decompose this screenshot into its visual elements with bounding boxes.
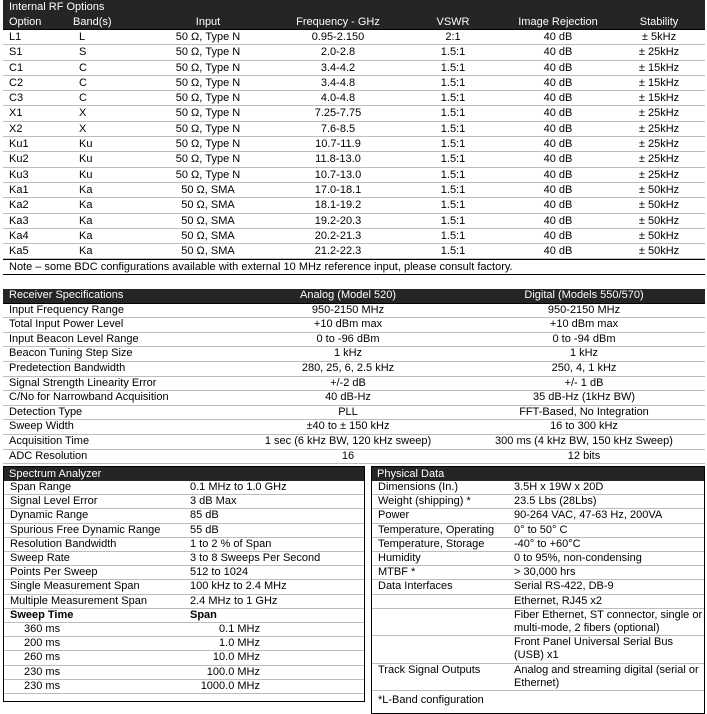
rf-frequency-cell: 3.4-4.8	[273, 75, 403, 90]
rf-stability-cell: ± 15kHz	[613, 75, 705, 90]
physical-param-cell: Dimensions (In.)	[372, 481, 514, 495]
receiver-param-cell: Beacon Tuning Step Size	[3, 347, 233, 362]
receiver-param-cell: C/No for Narrowband Acquisition	[3, 391, 233, 406]
spectrum-param-cell: Spurious Free Dynamic Range	[4, 523, 190, 537]
spectrum-title: Spectrum Analyzer	[4, 467, 364, 481]
spectrum-row	[4, 552, 364, 566]
rf-image-rejection-cell: 40 dB	[503, 244, 613, 259]
physical-row	[372, 552, 704, 566]
rf-band-cell: Ka	[73, 198, 143, 213]
receiver-body	[3, 303, 705, 464]
spectrum-row	[4, 580, 364, 594]
rf-input-cell: 50 Ω, SMA	[143, 182, 273, 197]
physical-row	[372, 523, 704, 537]
rf-frequency-cell: 19.2-20.3	[273, 213, 403, 228]
rf-row	[3, 244, 705, 259]
rf-input-cell: 50 Ω, Type N	[143, 30, 273, 45]
rf-stability-cell: ± 25kHz	[613, 167, 705, 182]
sweep-span-cell: 10.0 MHz	[190, 651, 364, 665]
rf-vswr-cell: 1.5:1	[403, 75, 503, 90]
rf-option-cell: L1	[3, 30, 73, 45]
rf-image-rejection-cell: 40 dB	[503, 198, 613, 213]
rf-image-rejection-cell: 40 dB	[503, 182, 613, 197]
rf-frequency-cell: 17.0-18.1	[273, 182, 403, 197]
sweep-time-cell: 260 ms	[4, 651, 190, 665]
rf-vswr-cell: 1.5:1	[403, 152, 503, 167]
physical-row	[372, 495, 704, 509]
rf-option-cell: Ku3	[3, 167, 73, 182]
rf-option-cell: C1	[3, 60, 73, 75]
spectrum-value-cell: 0.1 MHz to 1.0 GHz	[190, 481, 364, 495]
rf-vswr-cell: 1.5:1	[403, 121, 503, 136]
spectrum-param-cell: Span Range	[4, 481, 190, 495]
sweep-time-cell: 230 ms	[4, 665, 190, 679]
rf-option-cell: X2	[3, 121, 73, 136]
physical-value-cell: 90-264 VAC, 47-63 Hz, 200VA	[514, 509, 704, 523]
receiver-analog-cell: 40 dB-Hz	[233, 391, 463, 406]
rf-image-rejection-cell: 40 dB	[503, 45, 613, 60]
physical-value-cell: Front Panel Universal Serial Bus (USB) x1	[514, 636, 704, 663]
receiver-analog-cell: 280, 25, 6, 2.5 kHz	[233, 361, 463, 376]
physical-title: Physical Data	[372, 467, 704, 481]
rf-band-cell: L	[73, 30, 143, 45]
rf-stability-cell: ± 50kHz	[613, 182, 705, 197]
receiver-analog-cell: 1 kHz	[233, 347, 463, 362]
rf-col-vswr: VSWR	[403, 16, 503, 30]
spectrum-row	[4, 509, 364, 523]
spectrum-value-cell: 100 kHz to 2.4 MHz	[190, 580, 364, 594]
spectrum-value-cell: 3 to 8 Sweeps Per Second	[190, 552, 364, 566]
spectrum-row	[4, 537, 364, 551]
sweep-span-cell: 0.1 MHz	[190, 623, 364, 637]
sweep-span-cell: 1.0 MHz	[190, 637, 364, 651]
rf-option-cell: C2	[3, 75, 73, 90]
rf-band-cell: S	[73, 45, 143, 60]
rf-vswr-cell: 1.5:1	[403, 106, 503, 121]
receiver-param-cell: Predetection Bandwidth	[3, 361, 233, 376]
rf-note: Note – some BDC configurations available with external 10 MHz reference input, please consult factory.	[3, 259, 705, 275]
spectrum-value-cell: 3 dB Max	[190, 495, 364, 509]
rf-vswr-cell: 1.5:1	[403, 213, 503, 228]
rf-input-cell: 50 Ω, Type N	[143, 75, 273, 90]
receiver-row	[3, 420, 705, 435]
physical-footnote: *L-Band configuration	[378, 694, 484, 707]
rf-band-cell: Ka	[73, 244, 143, 259]
rf-option-cell: Ka3	[3, 213, 73, 228]
receiver-param-cell: Input Frequency Range	[3, 303, 233, 318]
receiver-digital-cell: 0 to -94 dBm	[463, 332, 705, 347]
rf-image-rejection-cell: 40 dB	[503, 167, 613, 182]
receiver-row	[3, 347, 705, 362]
receiver-row	[3, 361, 705, 376]
rf-frequency-cell: 21.2-22.3	[273, 244, 403, 259]
rf-image-rejection-cell: 40 dB	[503, 60, 613, 75]
spectrum-param-cell: Points Per Sweep	[4, 566, 190, 580]
rf-input-cell: 50 Ω, Type N	[143, 152, 273, 167]
rf-row	[3, 75, 705, 90]
physical-row	[372, 566, 704, 580]
rf-stability-cell: ± 50kHz	[613, 244, 705, 259]
receiver-param-cell: Sweep Width	[3, 420, 233, 435]
physical-param-cell: Weight (shipping) *	[372, 495, 514, 509]
sweep-row	[4, 651, 364, 665]
rf-frequency-cell: 10.7-11.9	[273, 137, 403, 152]
receiver-digital-cell: 300 ms (4 kHz BW, 150 kHz Sweep)	[463, 434, 705, 449]
rf-stability-cell: ± 15kHz	[613, 60, 705, 75]
spectrum-param-cell: Dynamic Range	[4, 509, 190, 523]
spectrum-value-cell: 85 dB	[190, 509, 364, 523]
rf-image-rejection-cell: 40 dB	[503, 213, 613, 228]
receiver-row	[3, 376, 705, 391]
rf-col-input: Input	[143, 16, 273, 30]
receiver-param-cell: Acquisition Time	[3, 434, 233, 449]
rf-vswr-cell: 1.5:1	[403, 45, 503, 60]
physical-section	[371, 466, 705, 714]
physical-param-cell: Humidity	[372, 552, 514, 566]
rf-frequency-cell: 0.95-2.150	[273, 30, 403, 45]
rf-input-cell: 50 Ω, Type N	[143, 60, 273, 75]
physical-row	[372, 509, 704, 523]
rf-frequency-cell: 10.7-13.0	[273, 167, 403, 182]
rf-vswr-cell: 1.5:1	[403, 182, 503, 197]
rf-frequency-cell: 2.0-2.8	[273, 45, 403, 60]
sweep-row	[4, 665, 364, 679]
rf-stability-cell: ± 25kHz	[613, 152, 705, 167]
physical-row	[372, 636, 704, 663]
physical-param-cell: Temperature, Storage	[372, 537, 514, 551]
sweep-row	[4, 637, 364, 651]
rf-frequency-cell: 18.1-19.2	[273, 198, 403, 213]
receiver-row	[3, 303, 705, 318]
receiver-analog-cell: PLL	[233, 405, 463, 420]
receiver-digital-cell: 12 bits	[463, 449, 705, 464]
rf-band-cell: C	[73, 91, 143, 106]
rf-vswr-cell: 2:1	[403, 30, 503, 45]
spectrum-value-cell: 55 dB	[190, 523, 364, 537]
rf-band-cell: Ka	[73, 182, 143, 197]
spectrum-row	[4, 594, 364, 608]
sweep-span-cell: 100.0 MHz	[190, 665, 364, 679]
receiver-param-cell: Input Beacon Level Range	[3, 332, 233, 347]
rf-frequency-cell: 4.0-4.8	[273, 91, 403, 106]
rf-band-cell: Ku	[73, 137, 143, 152]
rf-option-cell: Ku2	[3, 152, 73, 167]
receiver-param-cell: Detection Type	[3, 405, 233, 420]
sweep-time-cell: 200 ms	[4, 637, 190, 651]
rf-option-cell: Ka2	[3, 198, 73, 213]
physical-value-cell: Fiber Ethernet, ST connector, single or multi-mode, 2 fibers (optional)	[514, 608, 703, 635]
rf-option-cell: Ka5	[3, 244, 73, 259]
rf-row	[3, 167, 705, 182]
rf-row	[3, 30, 705, 45]
rf-option-cell: Ku1	[3, 137, 73, 152]
rf-col-bands: Band(s)	[73, 16, 143, 30]
rf-stability-cell: ± 25kHz	[613, 45, 705, 60]
spectrum-section	[3, 466, 365, 702]
span-header: Span	[190, 608, 364, 622]
receiver-row	[3, 332, 705, 347]
physical-param-cell: MTBF *	[372, 566, 514, 580]
rf-col-stability: Stability	[613, 16, 705, 30]
rf-options-title: Internal RF Options	[3, 0, 705, 16]
rf-vswr-cell: 1.5:1	[403, 167, 503, 182]
rf-input-cell: 50 Ω, SMA	[143, 198, 273, 213]
sweep-row	[4, 679, 364, 693]
rf-option-cell: Ka1	[3, 182, 73, 197]
physical-row	[372, 481, 704, 495]
rf-option-cell: Ka4	[3, 228, 73, 243]
rf-row	[3, 60, 705, 75]
spectrum-value-cell: 1 to 2 % of Span	[190, 537, 364, 551]
rf-vswr-cell: 1.5:1	[403, 228, 503, 243]
rf-option-cell: X1	[3, 106, 73, 121]
spectrum-param-cell: Sweep Rate	[4, 552, 190, 566]
rf-image-rejection-cell: 40 dB	[503, 91, 613, 106]
physical-param-cell: Temperature, Operating	[372, 523, 514, 537]
physical-value-cell: -40° to +60°C	[514, 537, 704, 551]
sweep-time-header: Sweep Time	[4, 608, 190, 622]
physical-row	[372, 608, 704, 635]
spectrum-value-cell: 512 to 1024	[190, 566, 364, 580]
rf-image-rejection-cell: 40 dB	[503, 121, 613, 136]
rf-stability-cell: ± 50kHz	[613, 213, 705, 228]
receiver-digital-cell: 250, 4, 1 kHz	[463, 361, 705, 376]
rf-options-table	[3, 16, 705, 259]
spectrum-table	[4, 481, 364, 694]
rf-image-rejection-cell: 40 dB	[503, 30, 613, 45]
physical-value-cell: 3.5H x 19W x 20D	[514, 481, 704, 495]
physical-value-cell: 23.5 Lbs (28Lbs)	[514, 495, 704, 509]
spectrum-body	[4, 481, 364, 694]
rf-frequency-cell: 7.25-7.75	[273, 106, 403, 121]
receiver-row	[3, 318, 705, 333]
rf-frequency-cell: 3.4-4.2	[273, 60, 403, 75]
rf-band-cell: C	[73, 75, 143, 90]
spectrum-row	[4, 481, 364, 495]
rf-band-cell: C	[73, 60, 143, 75]
physical-body	[372, 481, 704, 691]
rf-row	[3, 45, 705, 60]
receiver-param-cell: Total Input Power Level	[3, 318, 233, 333]
physical-value-cell: > 30,000 hrs	[514, 566, 704, 580]
spectrum-param-cell: Multiple Measurement Span	[4, 594, 190, 608]
sweep-span-cell: 1000.0 MHz	[190, 679, 364, 693]
rf-col-option: Option	[3, 16, 73, 30]
rf-option-cell: S1	[3, 45, 73, 60]
rf-row	[3, 228, 705, 243]
spectrum-param-cell: Resolution Bandwidth	[4, 537, 190, 551]
receiver-digital-cell: 35 dB-Hz (1kHz BW)	[463, 391, 705, 406]
receiver-analog-cell: 16	[233, 449, 463, 464]
receiver-row	[3, 391, 705, 406]
rf-header-row	[3, 16, 705, 30]
rf-row	[3, 213, 705, 228]
rf-body	[3, 30, 705, 259]
rf-image-rejection-cell: 40 dB	[503, 228, 613, 243]
rf-row	[3, 137, 705, 152]
physical-value-cell: 0 to 95%, non-condensing	[514, 552, 704, 566]
spectrum-value-cell: 2.4 MHz to 1 GHz	[190, 594, 364, 608]
rf-band-cell: Ka	[73, 213, 143, 228]
rf-frequency-cell: 11.8-13.0	[273, 152, 403, 167]
rf-vswr-cell: 1.5:1	[403, 60, 503, 75]
rf-row	[3, 182, 705, 197]
receiver-analog-cell: +/-2 dB	[233, 376, 463, 391]
rf-band-cell: Ka	[73, 228, 143, 243]
rf-stability-cell: ± 15kHz	[613, 91, 705, 106]
receiver-row	[3, 405, 705, 420]
rf-band-cell: X	[73, 106, 143, 121]
rf-vswr-cell: 1.5:1	[403, 244, 503, 259]
rf-input-cell: 50 Ω, SMA	[143, 244, 273, 259]
rf-stability-cell: ± 25kHz	[613, 106, 705, 121]
receiver-col-digital: Digital (Models 550/570)	[463, 289, 705, 303]
rf-row	[3, 121, 705, 136]
receiver-digital-cell: +10 dBm max	[463, 318, 705, 333]
rf-vswr-cell: 1.5:1	[403, 198, 503, 213]
rf-input-cell: 50 Ω, Type N	[143, 106, 273, 121]
rf-frequency-cell: 7.6-8.5	[273, 121, 403, 136]
receiver-param-cell: ADC Resolution	[3, 449, 233, 464]
rf-stability-cell: ± 5kHz	[613, 30, 705, 45]
spectrum-row	[4, 523, 364, 537]
receiver-header-row	[3, 289, 705, 303]
spectrum-row	[4, 566, 364, 580]
receiver-analog-cell: 1 sec (6 kHz BW, 120 kHz sweep)	[233, 434, 463, 449]
rf-input-cell: 50 Ω, Type N	[143, 91, 273, 106]
sweep-time-cell: 230 ms	[4, 679, 190, 693]
receiver-param-cell: Signal Strength Linearity Error	[3, 376, 233, 391]
physical-row	[372, 663, 704, 690]
spectrum-row	[4, 495, 364, 509]
rf-options-section	[3, 0, 705, 275]
rf-stability-cell: ± 25kHz	[613, 137, 705, 152]
rf-image-rejection-cell: 40 dB	[503, 137, 613, 152]
spectrum-param-cell: Signal Level Error	[4, 495, 190, 509]
rf-image-rejection-cell: 40 dB	[503, 106, 613, 121]
rf-input-cell: 50 Ω, Type N	[143, 137, 273, 152]
rf-band-cell: X	[73, 121, 143, 136]
receiver-table	[3, 289, 705, 464]
rf-input-cell: 50 Ω, Type N	[143, 167, 273, 182]
rf-input-cell: 50 Ω, SMA	[143, 213, 273, 228]
rf-frequency-cell: 20.2-21.3	[273, 228, 403, 243]
physical-row	[372, 580, 704, 594]
rf-vswr-cell: 1.5:1	[403, 91, 503, 106]
rf-row	[3, 91, 705, 106]
physical-param-cell: Data Interfaces	[372, 580, 514, 594]
physical-value-cell: 0° to 50° C	[514, 523, 704, 537]
rf-option-cell: C3	[3, 91, 73, 106]
receiver-row	[3, 434, 705, 449]
physical-row	[372, 537, 704, 551]
rf-stability-cell: ± 25kHz	[613, 121, 705, 136]
receiver-digital-cell: +/- 1 dB	[463, 376, 705, 391]
receiver-analog-cell: 0 to -96 dBm	[233, 332, 463, 347]
receiver-analog-cell: ±40 to ± 150 kHz	[233, 420, 463, 435]
receiver-digital-cell: FFT-Based, No Integration	[463, 405, 705, 420]
receiver-digital-cell: 1 kHz	[463, 347, 705, 362]
sweep-time-cell: 360 ms	[4, 623, 190, 637]
receiver-row	[3, 449, 705, 464]
sweep-row	[4, 623, 364, 637]
rf-row	[3, 152, 705, 167]
rf-col-image-rejection: Image Rejection	[503, 16, 613, 30]
receiver-title: Receiver Specifications	[3, 289, 233, 303]
physical-row	[372, 594, 704, 608]
rf-input-cell: 50 Ω, Type N	[143, 121, 273, 136]
physical-table	[372, 481, 704, 691]
physical-param-cell	[372, 636, 514, 663]
physical-param-cell	[372, 608, 514, 635]
receiver-analog-cell: +10 dBm max	[233, 318, 463, 333]
physical-param-cell	[372, 594, 514, 608]
physical-value-cell: Ethernet, RJ45 x2	[514, 594, 704, 608]
rf-image-rejection-cell: 40 dB	[503, 75, 613, 90]
rf-input-cell: 50 Ω, SMA	[143, 228, 273, 243]
rf-image-rejection-cell: 40 dB	[503, 152, 613, 167]
receiver-digital-cell: 16 to 300 kHz	[463, 420, 705, 435]
physical-param-cell: Track Signal Outputs	[372, 663, 514, 690]
receiver-section	[3, 289, 705, 464]
rf-input-cell: 50 Ω, Type N	[143, 45, 273, 60]
receiver-digital-cell: 950-2150 MHz	[463, 303, 705, 318]
sweep-header-row	[4, 608, 364, 622]
physical-value-cell: Serial RS-422, DB-9	[514, 580, 704, 594]
physical-value-cell: Analog and streaming digital (serial or Ethernet)	[514, 663, 704, 690]
receiver-col-analog: Analog (Model 520)	[233, 289, 463, 303]
rf-stability-cell: ± 50kHz	[613, 198, 705, 213]
receiver-analog-cell: 950-2150 MHz	[233, 303, 463, 318]
rf-row	[3, 198, 705, 213]
rf-row	[3, 106, 705, 121]
rf-vswr-cell: 1.5:1	[403, 137, 503, 152]
physical-param-cell: Power	[372, 509, 514, 523]
rf-band-cell: Ku	[73, 167, 143, 182]
rf-col-frequency: Frequency - GHz	[273, 16, 403, 30]
rf-stability-cell: ± 50kHz	[613, 228, 705, 243]
spectrum-param-cell: Single Measurement Span	[4, 580, 190, 594]
rf-band-cell: Ku	[73, 152, 143, 167]
